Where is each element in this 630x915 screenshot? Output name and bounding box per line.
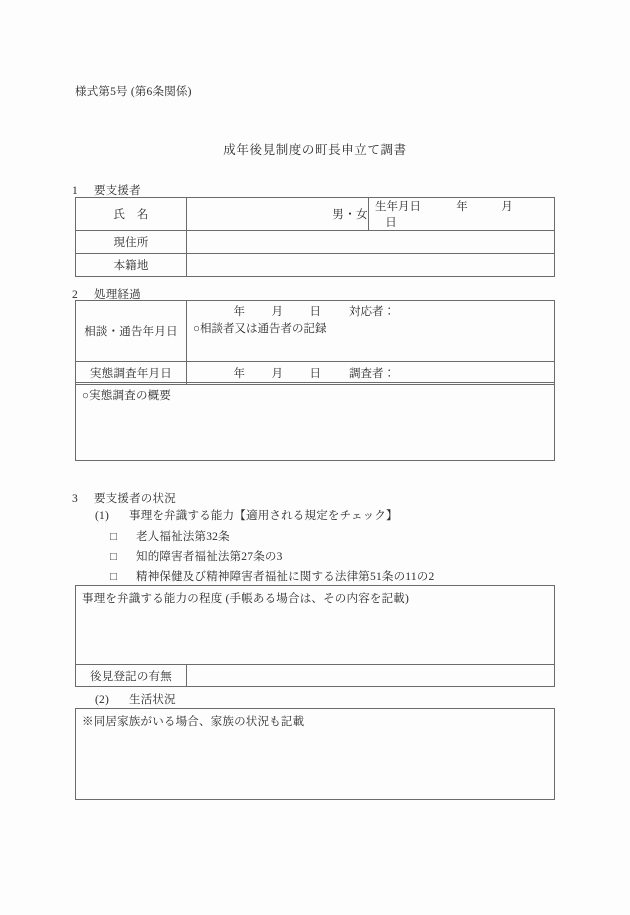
consultation-date-label: 相談・通告年月日	[76, 301, 187, 362]
guardianship-registry-table	[75, 664, 555, 687]
section-3-item-1-heading	[95, 507, 398, 523]
capacity-degree-box[interactable]	[75, 585, 555, 665]
registry-value[interactable]	[187, 665, 555, 687]
survey-month-label: 月	[271, 368, 283, 380]
consult-handler-label: 対応者：	[349, 306, 395, 318]
process-table	[75, 300, 555, 385]
checkbox-label: 精神保健及び精神障害者福祉に関する法律第51条の11の2	[136, 571, 435, 583]
consult-month-label: 月	[271, 306, 283, 318]
domicile-value[interactable]	[187, 254, 555, 277]
checkbox-row-mental-health-welfare[interactable]	[110, 568, 434, 584]
living-situation-note: ※同居家族がいる場合、家族の状況も記載	[82, 716, 305, 728]
section-3-heading	[72, 490, 176, 506]
section-3-title: 要支援者の状況	[94, 493, 176, 505]
domicile-label: 本籍地	[76, 254, 187, 277]
consult-year-label: 年	[233, 306, 245, 318]
item-1-label: 事理を弁識する能力【適用される規定をチェック】	[129, 510, 398, 522]
checkbox-icon[interactable]: □	[110, 531, 118, 543]
table-row	[76, 231, 555, 254]
section-3-number: 3	[72, 493, 78, 505]
checkbox-row-elderly-welfare[interactable]	[110, 528, 230, 544]
consultation-date-run	[187, 301, 554, 319]
dob-year-label: 年	[456, 201, 468, 213]
document-title: 成年後見制度の町長申立て調書	[223, 143, 407, 157]
registry-label: 後見登記の有無	[76, 665, 187, 687]
dob-month-label: 月	[501, 201, 513, 213]
checkbox-icon[interactable]: □	[110, 571, 118, 583]
checkbox-label: 老人福祉法第32条	[136, 531, 230, 543]
item-2-number: (2)	[95, 694, 110, 706]
survey-summary-box[interactable]	[75, 382, 555, 461]
section-2-title: 処理経過	[94, 289, 141, 301]
sex-field[interactable]: 男・女	[187, 198, 369, 231]
table-row	[76, 198, 555, 231]
consult-day-label: 日	[309, 306, 321, 318]
section-1-title: 要支援者	[94, 185, 141, 197]
section-1-heading	[72, 182, 141, 198]
consultation-record-note: ○相談者又は通告者の記録	[193, 323, 327, 335]
living-situation-box[interactable]	[75, 708, 555, 800]
checkbox-icon[interactable]: □	[110, 551, 118, 563]
survey-date-label: 実態調査年月日	[76, 362, 187, 385]
table-row	[76, 301, 555, 362]
dob-run	[369, 201, 529, 229]
current-address-value[interactable]	[187, 231, 555, 254]
section-3-item-2-heading	[95, 691, 176, 707]
survey-summary-note: ○実態調査の概要	[82, 390, 172, 402]
capacity-degree-note: 事理を弁識する能力の程度 (手帳ある場合は、その内容を記載)	[82, 593, 410, 605]
survey-investigator-label: 調査者：	[349, 368, 395, 380]
survey-day-label: 日	[309, 368, 321, 380]
current-address-label: 現住所	[76, 231, 187, 254]
applicant-table	[75, 197, 555, 277]
item-2-label: 生活状況	[129, 694, 176, 706]
consultation-detail-cell[interactable]	[187, 301, 555, 362]
checkbox-label: 知的障害者福祉法第27条の3	[136, 551, 283, 563]
form-number: 様式第5号 (第6条関係)	[75, 86, 192, 98]
dob-day-label: 日	[385, 217, 397, 229]
dob-field[interactable]	[369, 198, 555, 231]
survey-date-run	[187, 365, 554, 381]
survey-year-label: 年	[233, 368, 245, 380]
table-row	[76, 665, 555, 687]
item-1-number: (1)	[95, 510, 110, 522]
dob-label: 生年月日	[375, 201, 421, 213]
table-row	[76, 254, 555, 277]
name-label: 氏 名	[76, 198, 187, 231]
checkbox-row-intellectual-disability-welfare[interactable]	[110, 548, 283, 564]
section-1-number: 1	[72, 185, 78, 197]
section-2-number: 2	[72, 289, 78, 301]
